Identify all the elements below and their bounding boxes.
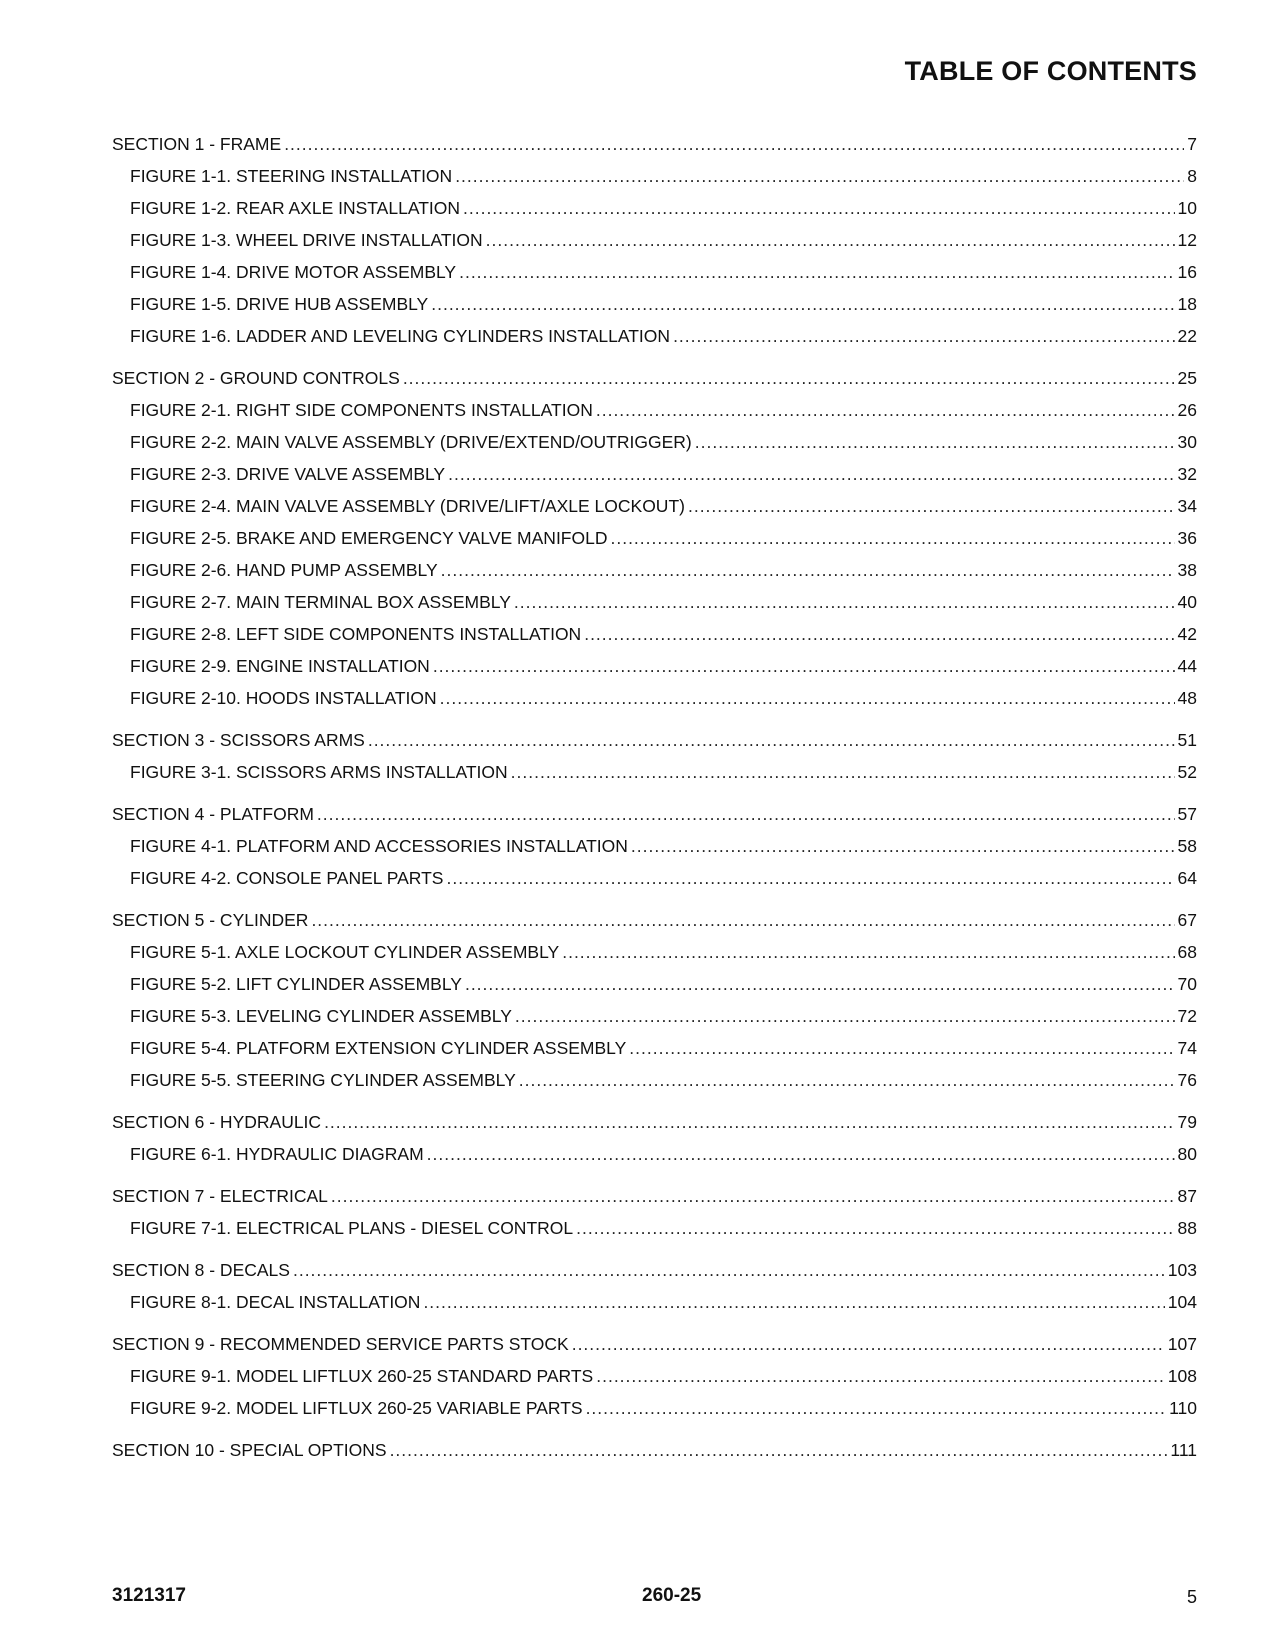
toc-entry-page: 80 <box>1177 1144 1197 1164</box>
toc-figure-entry[interactable] <box>112 830 1197 862</box>
toc-figure-entry[interactable] <box>112 682 1197 714</box>
footer-model: 260-25 <box>642 1585 702 1606</box>
toc-figure-entry[interactable] <box>112 320 1197 352</box>
toc-figure-entry[interactable] <box>112 1032 1197 1064</box>
dot-leader <box>695 426 1175 458</box>
dot-leader <box>331 1180 1175 1212</box>
toc-figure-entry[interactable] <box>112 490 1197 522</box>
toc-figure-entry[interactable] <box>112 522 1197 554</box>
toc-entry-label: FIGURE 2-1. RIGHT SIDE COMPONENTS INSTALLATION <box>130 400 593 420</box>
toc-figure-entry[interactable] <box>112 554 1197 586</box>
toc-entry-label: FIGURE 2-4. MAIN VALVE ASSEMBLY (DRIVE/LIFT/AXLE LOCKOUT) <box>130 496 685 516</box>
toc-entry-label: FIGURE 1-6. LADDER AND LEVELING CYLINDERS INSTALLATION <box>130 326 671 346</box>
toc-figure-entry[interactable] <box>112 224 1197 256</box>
dot-leader <box>586 1392 1167 1424</box>
toc-entry-label: FIGURE 7-1. ELECTRICAL PLANS - DIESEL CONTROL <box>130 1218 574 1238</box>
toc-entry-page: 10 <box>1177 198 1197 218</box>
toc-entry-label: FIGURE 4-1. PLATFORM AND ACCESSORIES INSTALLATION <box>130 836 628 856</box>
toc-entry-page: 72 <box>1177 1006 1197 1026</box>
dot-leader <box>448 458 1174 490</box>
toc-entry-label: SECTION 7 - ELECTRICAL <box>112 1186 328 1206</box>
toc-section-entry[interactable] <box>112 1106 1197 1138</box>
dot-leader <box>433 650 1175 682</box>
toc-entry-label: FIGURE 8-1. DECAL INSTALLATION <box>130 1292 421 1312</box>
dot-leader <box>515 1000 1175 1032</box>
dot-leader <box>562 936 1174 968</box>
toc-entry-label: SECTION 5 - CYLINDER <box>112 910 309 930</box>
toc-entry-page: 108 <box>1167 1366 1197 1386</box>
toc-entry-label: FIGURE 1-3. WHEEL DRIVE INSTALLATION <box>130 230 483 250</box>
toc-entry-label: FIGURE 1-5. DRIVE HUB ASSEMBLY <box>130 294 429 314</box>
dot-leader <box>431 288 1174 320</box>
toc-figure-entry[interactable] <box>112 394 1197 426</box>
dot-leader <box>459 256 1174 288</box>
toc-entry-page: 57 <box>1177 804 1197 824</box>
toc-section-entry[interactable] <box>112 128 1197 160</box>
dot-leader <box>441 554 1175 586</box>
dot-leader <box>519 1064 1175 1096</box>
toc-entry-page: 8 <box>1187 166 1197 186</box>
dot-leader <box>317 798 1175 830</box>
dot-leader <box>596 394 1175 426</box>
toc-figure-entry[interactable] <box>112 1138 1197 1170</box>
toc-entry-label: FIGURE 2-10. HOODS INSTALLATION <box>130 688 437 708</box>
dot-leader <box>368 724 1175 756</box>
dot-leader <box>514 586 1175 618</box>
toc-section-entry[interactable] <box>112 724 1197 756</box>
toc-entry-label: FIGURE 3-1. SCISSORS ARMS INSTALLATION <box>130 762 508 782</box>
dot-leader <box>293 1254 1165 1286</box>
toc-entry-page: 76 <box>1177 1070 1197 1090</box>
toc-entry-page: 25 <box>1177 368 1197 388</box>
toc-entry-page: 52 <box>1177 762 1197 782</box>
toc-entry-label: SECTION 3 - SCISSORS ARMS <box>112 730 365 750</box>
toc-entry-label: FIGURE 9-2. MODEL LIFTLUX 260-25 VARIABLE PARTS <box>130 1398 583 1418</box>
toc-figure-entry[interactable] <box>112 586 1197 618</box>
toc-entry-page: 12 <box>1177 230 1197 250</box>
toc-entry-label: FIGURE 5-5. STEERING CYLINDER ASSEMBLY <box>130 1070 516 1090</box>
toc-entry-page: 88 <box>1177 1218 1197 1238</box>
dot-leader <box>511 756 1175 788</box>
dot-leader <box>610 522 1174 554</box>
toc-entry-page: 48 <box>1177 688 1197 708</box>
toc-entry-page: 64 <box>1177 868 1197 888</box>
toc-entry-page: 26 <box>1177 400 1197 420</box>
toc-entry-page: 68 <box>1177 942 1197 962</box>
toc-section-entry[interactable] <box>112 1180 1197 1212</box>
toc-entry-label: SECTION 2 - GROUND CONTROLS <box>112 368 400 388</box>
toc-entry-page: 103 <box>1167 1260 1197 1280</box>
toc-entry-page: 18 <box>1177 294 1197 314</box>
toc-entry-page: 87 <box>1177 1186 1197 1206</box>
toc-figure-entry[interactable] <box>112 968 1197 1000</box>
toc-entry-label: FIGURE 5-2. LIFT CYLINDER ASSEMBLY <box>130 974 462 994</box>
footer-page-number: 5 <box>1186 1587 1197 1607</box>
toc-entry-page: 38 <box>1177 560 1197 580</box>
dot-leader <box>403 362 1175 394</box>
toc-entry-page: 16 <box>1177 262 1197 282</box>
toc-section-entry[interactable] <box>112 1328 1197 1360</box>
toc-entry-page: 51 <box>1177 730 1197 750</box>
dot-leader <box>446 862 1174 894</box>
toc-entry-label: FIGURE 5-3. LEVELING CYLINDER ASSEMBLY <box>130 1006 512 1026</box>
dot-leader <box>673 320 1174 352</box>
toc-figure-entry[interactable] <box>112 426 1197 458</box>
toc-figure-entry[interactable] <box>112 288 1197 320</box>
toc-entry-page: 30 <box>1177 432 1197 452</box>
toc-figure-entry[interactable] <box>112 1064 1197 1096</box>
dot-leader <box>463 192 1175 224</box>
toc-entry-label: SECTION 10 - SPECIAL OPTIONS <box>112 1440 387 1460</box>
toc-section-entry[interactable] <box>112 1434 1197 1466</box>
toc-entry-label: FIGURE 4-2. CONSOLE PANEL PARTS <box>130 868 444 888</box>
toc-entry-label: SECTION 6 - HYDRAULIC <box>112 1112 322 1132</box>
toc-entry-page: 74 <box>1177 1038 1197 1058</box>
toc-section-entry[interactable] <box>112 798 1197 830</box>
dot-leader <box>688 490 1175 522</box>
toc-figure-entry[interactable] <box>112 1360 1197 1392</box>
footer-document-number: 3121317 <box>112 1585 186 1606</box>
toc-figure-entry[interactable] <box>112 862 1197 894</box>
toc-entry-label: FIGURE 2-6. HAND PUMP ASSEMBLY <box>130 560 438 580</box>
dot-leader <box>423 1286 1164 1318</box>
dot-leader <box>486 224 1175 256</box>
dot-leader <box>311 904 1174 936</box>
dot-leader <box>596 1360 1165 1392</box>
dot-leader <box>572 1328 1165 1360</box>
toc-entry-page: 22 <box>1177 326 1197 346</box>
toc-entry-label: SECTION 1 - FRAME <box>112 134 282 154</box>
toc-entry-label: FIGURE 2-3. DRIVE VALVE ASSEMBLY <box>130 464 446 484</box>
toc-entry-label: FIGURE 1-4. DRIVE MOTOR ASSEMBLY <box>130 262 457 282</box>
toc-entry-page: 104 <box>1167 1292 1197 1312</box>
dot-leader <box>631 830 1175 862</box>
toc-figure-entry[interactable] <box>112 192 1197 224</box>
toc-entry-label: FIGURE 5-1. AXLE LOCKOUT CYLINDER ASSEMBLY <box>130 942 560 962</box>
toc-entry-page: 40 <box>1177 592 1197 612</box>
toc-entry-page: 67 <box>1177 910 1197 930</box>
page-title: TABLE OF CONTENTS <box>904 56 1197 86</box>
dot-leader <box>576 1212 1174 1244</box>
toc-figure-entry[interactable] <box>112 1212 1197 1244</box>
toc-entry-label: FIGURE 2-7. MAIN TERMINAL BOX ASSEMBLY <box>130 592 511 612</box>
toc-figure-entry[interactable] <box>112 160 1197 192</box>
dot-leader <box>284 128 1184 160</box>
toc-entry-label: SECTION 4 - PLATFORM <box>112 804 314 824</box>
toc-entry-page: 34 <box>1177 496 1197 516</box>
toc-figure-entry[interactable] <box>112 936 1197 968</box>
dot-leader <box>390 1434 1168 1466</box>
toc-entry-label: FIGURE 2-9. ENGINE INSTALLATION <box>130 656 430 676</box>
toc-entry-label: SECTION 8 - DECALS <box>112 1260 290 1280</box>
toc-entry-page: 36 <box>1177 528 1197 548</box>
toc-figure-entry[interactable] <box>112 458 1197 490</box>
toc-figure-entry[interactable] <box>112 1286 1197 1318</box>
toc-entry-label: FIGURE 5-4. PLATFORM EXTENSION CYLINDER ASSEMBLY <box>130 1038 627 1058</box>
toc-entry-label: FIGURE 1-2. REAR AXLE INSTALLATION <box>130 198 460 218</box>
toc-entry-page: 42 <box>1177 624 1197 644</box>
toc-entry-page: 70 <box>1177 974 1197 994</box>
toc-figure-entry[interactable] <box>112 650 1197 682</box>
toc-entry-label: SECTION 9 - RECOMMENDED SERVICE PARTS STOCK <box>112 1334 569 1354</box>
dot-leader <box>455 160 1184 192</box>
toc-entry-label: FIGURE 2-8. LEFT SIDE COMPONENTS INSTALLATION <box>130 624 582 644</box>
dot-leader <box>427 1138 1175 1170</box>
toc-section-entry[interactable] <box>112 904 1197 936</box>
dot-leader <box>465 968 1175 1000</box>
dot-leader <box>584 618 1174 650</box>
toc-figure-entry[interactable] <box>112 756 1197 788</box>
toc-entry-page: 32 <box>1177 464 1197 484</box>
toc-entry-page: 79 <box>1177 1112 1197 1132</box>
dot-leader <box>440 682 1175 714</box>
toc-entry-label: FIGURE 2-5. BRAKE AND EMERGENCY VALVE MANIFOLD <box>130 528 608 548</box>
dot-leader <box>324 1106 1174 1138</box>
toc-figure-entry[interactable] <box>112 1000 1197 1032</box>
table-of-contents <box>112 128 1197 1466</box>
toc-entry-page: 110 <box>1169 1398 1197 1418</box>
toc-entry-page: 44 <box>1177 656 1197 676</box>
toc-section-entry[interactable] <box>112 362 1197 394</box>
toc-figure-entry[interactable] <box>112 1392 1197 1424</box>
toc-section-entry[interactable] <box>112 1254 1197 1286</box>
toc-entry-label: FIGURE 2-2. MAIN VALVE ASSEMBLY (DRIVE/EXTEND/OUTRIGGER) <box>130 432 692 452</box>
toc-entry-label: FIGURE 6-1. HYDRAULIC DIAGRAM <box>130 1144 424 1164</box>
dot-leader <box>629 1032 1174 1064</box>
toc-entry-page: 58 <box>1177 836 1197 856</box>
page-footer <box>112 1585 1197 1615</box>
toc-entry-label: FIGURE 9-1. MODEL LIFTLUX 260-25 STANDARD PARTS <box>130 1366 594 1386</box>
toc-figure-entry[interactable] <box>112 256 1197 288</box>
toc-figure-entry[interactable] <box>112 618 1197 650</box>
toc-entry-page: 107 <box>1167 1334 1197 1354</box>
toc-entry-page: 111 <box>1170 1440 1197 1460</box>
toc-entry-label: FIGURE 1-1. STEERING INSTALLATION <box>130 166 453 186</box>
toc-entry-page: 7 <box>1187 134 1197 154</box>
